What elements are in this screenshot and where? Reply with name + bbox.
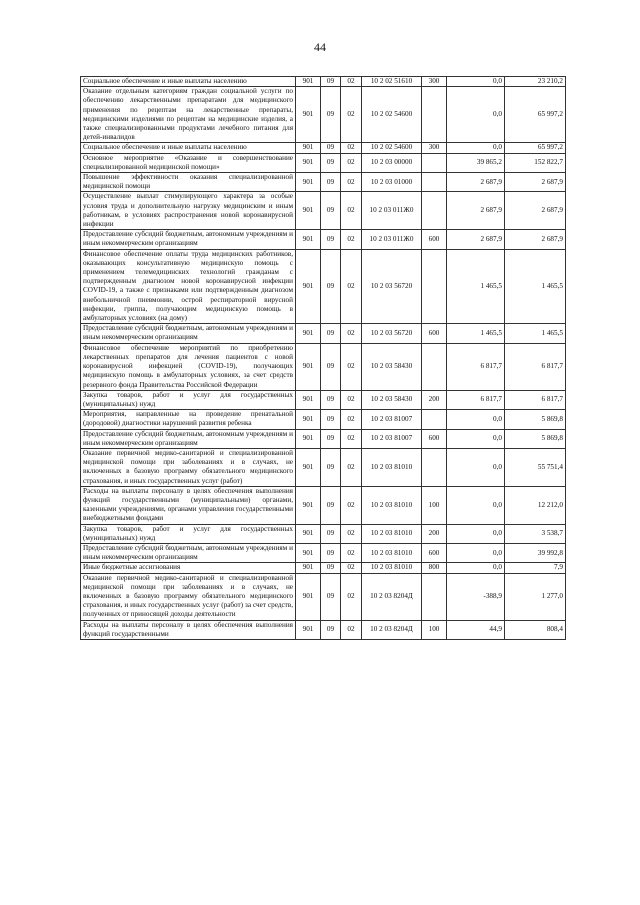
change-amount-cell: 2 687,9 [447,192,505,230]
change-amount-cell: 1 465,5 [447,249,505,324]
target-article-cell: 10 2 03 81007 [362,429,422,448]
ministry-code-cell: 901 [296,410,321,429]
expense-type-cell: 100 [422,620,447,639]
subsection-cell: 02 [341,324,362,343]
total-amount-cell: 2 687,9 [505,192,566,230]
ministry-code-cell: 901 [296,173,321,192]
page-number: 44 [314,40,326,54]
target-article-cell: 10 2 03 81010 [362,563,422,573]
section-cell: 09 [321,563,341,573]
table-row [81,153,566,172]
table-row [81,486,566,524]
expense-type-cell: 300 [422,143,447,153]
subsection-cell: 02 [341,486,362,524]
expense-type-cell [422,343,447,390]
section-cell: 09 [321,249,341,324]
total-amount-cell: 65 997,2 [505,87,566,143]
expense-type-cell: 200 [422,390,447,409]
row-name-cell: Оказание отдельным категориям граждан социальной услуги по обеспечению лекарственными препаратами для медицинского применения по рецептам на лекарственные препараты, медицинскими изделиями по рецептам на медицинские изделия, а также специализированными продуктами лечебного питания для детей-инвалидов [81,87,296,143]
change-amount-cell: -388,9 [447,573,505,620]
table-row [81,192,566,230]
target-article-cell: 10 2 03 8204Д [362,573,422,620]
ministry-code-cell: 901 [296,230,321,249]
subsection-cell: 02 [341,410,362,429]
total-amount-cell: 3 538,7 [505,524,566,543]
ministry-code-cell: 901 [296,429,321,448]
table-row [81,448,566,486]
row-name-cell: Расходы на выплаты персоналу в целях обеспечения выполнения функций государственными [81,620,296,639]
section-cell: 09 [321,230,341,249]
expense-type-cell [422,410,447,429]
subsection-cell: 02 [341,153,362,172]
subsection-cell: 02 [341,173,362,192]
target-article-cell: 10 2 03 58430 [362,390,422,409]
ministry-code-cell: 901 [296,620,321,639]
expense-type-cell [422,173,447,192]
table-row [81,324,566,343]
target-article-cell: 10 2 02 54600 [362,143,422,153]
section-cell: 09 [321,77,341,87]
row-name-cell: Закупка товаров, работ и услуг для государственных (муниципальных) нужд [81,390,296,409]
row-name-cell: Социальное обеспечение и иные выплаты населению [81,77,296,87]
table-row [81,429,566,448]
change-amount-cell: 6 817,7 [447,390,505,409]
target-article-cell: 10 2 03 01000 [362,173,422,192]
subsection-cell: 02 [341,87,362,143]
expense-type-cell [422,153,447,172]
subsection-cell: 02 [341,390,362,409]
total-amount-cell: 12 212,0 [505,486,566,524]
change-amount-cell: 44,9 [447,620,505,639]
table-row [81,87,566,143]
budget-table [80,76,566,640]
change-amount-cell: 0,0 [447,429,505,448]
table-row [81,143,566,153]
section-cell: 09 [321,192,341,230]
expense-type-cell: 600 [422,543,447,562]
change-amount-cell: 2 687,9 [447,173,505,192]
change-amount-cell: 39 865,2 [447,153,505,172]
target-article-cell: 10 2 03 81010 [362,448,422,486]
table-row [81,77,566,87]
section-cell: 09 [321,620,341,639]
subsection-cell: 02 [341,563,362,573]
subsection-cell: 02 [341,77,362,87]
expense-type-cell: 600 [422,230,447,249]
ministry-code-cell: 901 [296,543,321,562]
change-amount-cell: 1 465,5 [447,324,505,343]
change-amount-cell: 0,0 [447,87,505,143]
total-amount-cell: 6 817,7 [505,343,566,390]
row-name-cell: Иные бюджетные ассигнования [81,563,296,573]
row-name-cell: Основное мероприятие «Оказание и совершенствование специализированной медицинской помощи» [81,153,296,172]
section-cell: 09 [321,524,341,543]
total-amount-cell: 6 817,7 [505,390,566,409]
section-cell: 09 [321,410,341,429]
total-amount-cell: 152 822,7 [505,153,566,172]
section-cell: 09 [321,87,341,143]
subsection-cell: 02 [341,343,362,390]
expense-type-cell [422,448,447,486]
total-amount-cell: 808,4 [505,620,566,639]
target-article-cell: 10 2 02 54600 [362,87,422,143]
change-amount-cell: 2 687,9 [447,230,505,249]
section-cell: 09 [321,448,341,486]
subsection-cell: 02 [341,448,362,486]
target-article-cell: 10 2 03 58430 [362,343,422,390]
change-amount-cell: 0,0 [447,524,505,543]
expense-type-cell [422,249,447,324]
ministry-code-cell: 901 [296,192,321,230]
total-amount-cell: 7,9 [505,563,566,573]
ministry-code-cell: 901 [296,486,321,524]
table-row [81,230,566,249]
row-name-cell: Осуществление выплат стимулирующего характера за особые условия труда и дополнительную нагрузку медицинским и иным работникам, в условиях распространения новой коронавирусной инфекции [81,192,296,230]
expense-type-cell [422,87,447,143]
row-name-cell: Мероприятия, направленные на проведение пренатальной (дородовой) диагностики нарушений развития ребенка [81,410,296,429]
table-row [81,524,566,543]
row-name-cell: Расходы на выплаты персоналу в целях обеспечения выполнения функций государственными (муниципальными) органами, казенными учреждениями, органами управления государственными внебюджетными фондами [81,486,296,524]
total-amount-cell: 1 465,5 [505,249,566,324]
ministry-code-cell: 901 [296,563,321,573]
row-name-cell: Социальное обеспечение и иные выплаты населению [81,143,296,153]
table-row [81,249,566,324]
subsection-cell: 02 [341,524,362,543]
row-name-cell: Закупка товаров, работ и услуг для государственных (муниципальных) нужд [81,524,296,543]
total-amount-cell: 55 751,4 [505,448,566,486]
table-row [81,543,566,562]
total-amount-cell: 1 465,5 [505,324,566,343]
table-row [81,563,566,573]
section-cell: 09 [321,153,341,172]
target-article-cell: 10 2 03 81010 [362,486,422,524]
row-name-cell: Оказание первичной медико-санитарной и специализированной медицинской помощи при заболеваниях и в случаях, не включенных в базовую программу обязательного медицинского страхования, и иных государственных услуг (работ) [81,448,296,486]
ministry-code-cell: 901 [296,448,321,486]
target-article-cell: 10 2 03 81010 [362,524,422,543]
change-amount-cell: 0,0 [447,143,505,153]
section-cell: 09 [321,343,341,390]
subsection-cell: 02 [341,620,362,639]
table-row [81,573,566,620]
table-row [81,343,566,390]
target-article-cell: 10 2 03 011Ж0 [362,230,422,249]
total-amount-cell: 2 687,9 [505,173,566,192]
change-amount-cell: 0,0 [447,563,505,573]
ministry-code-cell: 901 [296,77,321,87]
target-article-cell: 10 2 03 8204Д [362,620,422,639]
total-amount-cell: 1 277,0 [505,573,566,620]
subsection-cell: 02 [341,543,362,562]
row-name-cell: Предоставление субсидий бюджетным, автономным учреждениям и иным некоммерческим организациям [81,543,296,562]
expense-type-cell: 300 [422,77,447,87]
change-amount-cell: 6 817,7 [447,343,505,390]
row-name-cell: Предоставление субсидий бюджетным, автономным учреждениям и иным некоммерческим организациям [81,230,296,249]
table-row [81,390,566,409]
target-article-cell: 10 2 03 00000 [362,153,422,172]
target-article-cell: 10 2 03 81007 [362,410,422,429]
row-name-cell: Предоставление субсидий бюджетным, автономным учреждениям и иным некоммерческим организациям [81,324,296,343]
target-article-cell: 10 2 03 56720 [362,249,422,324]
change-amount-cell: 0,0 [447,448,505,486]
expense-type-cell [422,192,447,230]
section-cell: 09 [321,573,341,620]
expense-type-cell: 800 [422,563,447,573]
section-cell: 09 [321,143,341,153]
ministry-code-cell: 901 [296,87,321,143]
ministry-code-cell: 901 [296,524,321,543]
section-cell: 09 [321,324,341,343]
subsection-cell: 02 [341,230,362,249]
expense-type-cell: 100 [422,486,447,524]
ministry-code-cell: 901 [296,573,321,620]
total-amount-cell: 23 210,2 [505,77,566,87]
subsection-cell: 02 [341,573,362,620]
target-article-cell: 10 2 03 56720 [362,324,422,343]
row-name-cell: Повышение эффективности оказания специализированной медицинской помощи [81,173,296,192]
subsection-cell: 02 [341,192,362,230]
change-amount-cell: 0,0 [447,486,505,524]
section-cell: 09 [321,486,341,524]
ministry-code-cell: 901 [296,324,321,343]
expense-type-cell [422,573,447,620]
expense-type-cell: 200 [422,524,447,543]
ministry-code-cell: 901 [296,343,321,390]
change-amount-cell: 0,0 [447,77,505,87]
table-row [81,410,566,429]
section-cell: 09 [321,390,341,409]
section-cell: 09 [321,429,341,448]
section-cell: 09 [321,173,341,192]
budget-table-body [81,77,566,640]
total-amount-cell: 5 869,8 [505,410,566,429]
change-amount-cell: 0,0 [447,543,505,562]
row-name-cell: Оказание первичной медико-санитарной и специализированной медицинской помощи при заболеваниях и в случаях, не включенных в базовую программу обязательного медицинского страхования, и иных государственных услуг (работ) за счет средств, полученных от приносящей доходы деятельности [81,573,296,620]
total-amount-cell: 2 687,9 [505,230,566,249]
subsection-cell: 02 [341,429,362,448]
target-article-cell: 10 2 02 51610 [362,77,422,87]
row-name-cell: Предоставление субсидий бюджетным, автономным учреждениям и иным некоммерческим организациям [81,429,296,448]
ministry-code-cell: 901 [296,390,321,409]
subsection-cell: 02 [341,143,362,153]
section-cell: 09 [321,543,341,562]
total-amount-cell: 39 992,8 [505,543,566,562]
total-amount-cell: 5 869,8 [505,429,566,448]
table-row [81,620,566,639]
change-amount-cell: 0,0 [447,410,505,429]
ministry-code-cell: 901 [296,153,321,172]
target-article-cell: 10 2 03 81010 [362,543,422,562]
ministry-code-cell: 901 [296,143,321,153]
row-name-cell: Финансовое обеспечение оплаты труда медицинских работников, оказывающих консультативную медицинскую помощь с применением телемедицинских технологий гражданам с подтвержденным диагнозом новой коронавирусной инфекции COVID-19, а также с признаками или подтвержденным диагнозом внебольничной пневмонии, острой респираторной вирусной инфекции, гриппа, получающим медицинскую помощь в амбулаторных условиях (на дому) [81,249,296,324]
expense-type-cell: 600 [422,324,447,343]
subsection-cell: 02 [341,249,362,324]
ministry-code-cell: 901 [296,249,321,324]
total-amount-cell: 65 997,2 [505,143,566,153]
row-name-cell: Финансовое обеспечение мероприятий по приобретению лекарственных препаратов для лечения пациентов с новой коронавирусной инфекцией (COVID-19), получающих медицинскую помощь в амбулаторных условиях, за счет средств резервного фонда Правительства Российской Федерации [81,343,296,390]
table-row [81,173,566,192]
target-article-cell: 10 2 03 011Ж0 [362,192,422,230]
expense-type-cell: 600 [422,429,447,448]
